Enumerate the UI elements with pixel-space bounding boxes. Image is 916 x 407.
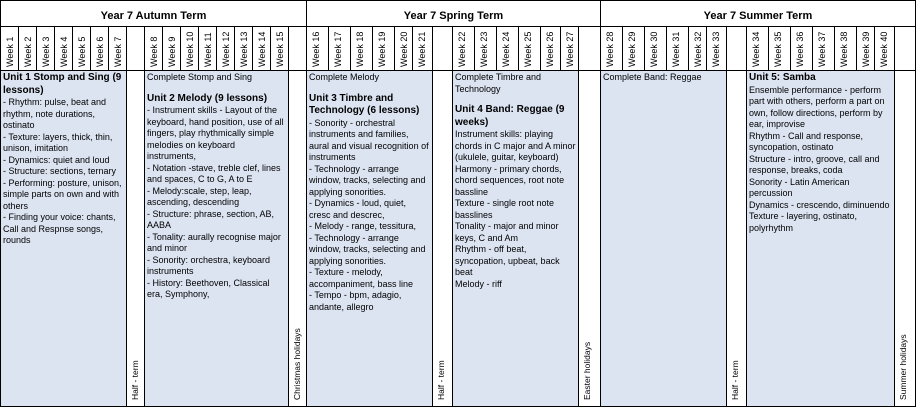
half-term-1-column (127, 71, 145, 407)
break-header-cell (127, 27, 145, 71)
week-header-cell (163, 27, 181, 71)
week-label: Week 33 (711, 31, 721, 67)
week-label: Week 32 (693, 31, 703, 67)
half-term-label: Half - term (436, 360, 446, 400)
week-label: Week 36 (795, 31, 805, 67)
week-header-cell (19, 27, 37, 71)
half-term-label: Half - term (130, 360, 140, 400)
week-label: Week 2 (23, 36, 33, 67)
week-header-cell (645, 27, 667, 71)
week-label: Week 38 (839, 31, 849, 67)
week-label: Week 6 (95, 36, 105, 67)
content-line: Structure - intro, groove, call and response, breaks, coda (749, 153, 880, 175)
week-header-cell (541, 27, 561, 71)
week-label: Week 29 (627, 31, 637, 67)
week-header-cell (145, 27, 163, 71)
week-label: Week 34 (751, 31, 761, 67)
content-line: Texture - single root note basslines (455, 198, 555, 220)
unit-heading: Unit 4 Band: Reggae (9 weeks) (455, 104, 565, 128)
week-label: Week 27 (565, 31, 575, 67)
content-line: Complete Stomp and Sing (147, 72, 253, 82)
week-label: Week 23 (479, 31, 489, 67)
week-label: Week 1 (5, 36, 15, 67)
week-header-cell (55, 27, 73, 71)
week-label: Week 14 (257, 31, 267, 67)
week-label: Week 4 (59, 36, 69, 67)
content-line: Texture - layering, ostinato, polyrhythm (749, 211, 858, 233)
week-label: Week 31 (671, 31, 681, 67)
content-line: Melody - riff (455, 278, 502, 289)
content-line: - Texture: layers, thick, thin, unison, imitation (3, 131, 113, 153)
week-label: Week 9 (167, 36, 177, 67)
week-label: Week 19 (377, 31, 387, 67)
week-label: Week 40 (879, 31, 889, 67)
week-header-cell (857, 27, 875, 71)
content-line: Ensemble performance - perform part with others, perform a part on own, follow directions, perform by ear, improvise (749, 84, 885, 129)
week-header-cell (623, 27, 645, 71)
week-label: Week 39 (861, 31, 871, 67)
week-label: Week 3 (41, 36, 51, 67)
content-line: Complete Band: Reggae (603, 72, 702, 82)
spacer (455, 95, 576, 104)
week-label: Week 18 (355, 31, 365, 67)
half-term-2-column (433, 71, 453, 407)
week-header-cell (37, 27, 55, 71)
week-label: Week 8 (149, 36, 159, 67)
week-label: Week 28 (605, 31, 615, 67)
content-line: Complete Melody (309, 72, 380, 82)
content-line: - Notation -stave, treble clef, lines and spaces, C to G, A to E (147, 162, 281, 184)
easter-holidays-column (579, 71, 601, 407)
week-label: Week 24 (501, 31, 511, 67)
week-label: Week 26 (545, 31, 555, 67)
week-label: Week 35 (773, 31, 783, 67)
week-header-cell (271, 27, 289, 71)
content-line: - Tempo - bpm, adagio, andante, allegro (309, 290, 402, 312)
week-header-cell (1, 27, 19, 71)
christmas-holidays-label: Christmas holidays (292, 328, 302, 400)
week-header-cell (413, 27, 433, 71)
week-label: Week 16 (311, 31, 321, 67)
complete-band-reggae (601, 71, 727, 407)
week-header-cell (707, 27, 727, 71)
week-header-cell (307, 27, 329, 71)
content-line: Tonality - major and minor keys, C and Am (455, 221, 559, 243)
content-line: - Sonority: orchestra, keyboard instruments (147, 254, 271, 276)
week-label: Week 10 (185, 31, 195, 67)
week-header-cell (835, 27, 857, 71)
week-header-cell (475, 27, 497, 71)
week-label: Week 15 (275, 31, 285, 67)
content-line: - Dynamics: quiet and loud (3, 154, 110, 165)
unit-3-timbre-and-technology (307, 71, 433, 407)
half-term-label: Half - term (730, 360, 740, 400)
content-line: - Melody:scale, step, leap, ascending, descending (147, 185, 252, 207)
christmas-holidays-column (289, 71, 307, 407)
content-line: - Performing: posture, unison, simple parts on own and with others (3, 177, 122, 211)
week-label: Week 7 (113, 36, 123, 67)
week-header-cell (351, 27, 373, 71)
week-header-cell (91, 27, 109, 71)
week-header-cell (199, 27, 217, 71)
content-line: - Sonority - orchestral instruments and families, aural and visual recognition of instruments (309, 117, 429, 162)
content-line: - History: Beethoven, Classical era, Symphony, (147, 277, 270, 299)
week-header-cell (791, 27, 813, 71)
week-header-cell (73, 27, 91, 71)
unit-heading: Unit 1 Stomp and Sing (9 lessons) (3, 72, 122, 96)
break-header-cell (895, 27, 916, 71)
content-line: - Structure: sections, ternary (3, 166, 117, 176)
week-header-cell (395, 27, 413, 71)
week-label: Week 5 (77, 36, 87, 67)
week-label: Week 12 (221, 31, 231, 67)
content-line: - Technology - arrange window, tracks, selecting and applying sonorities. (309, 163, 426, 197)
spacer (147, 84, 286, 93)
content-line: - Dynamics - loud, quiet, cresc and descrec, (309, 198, 407, 220)
week-label: Week 22 (457, 31, 467, 67)
unit-1-stomp-and-sing (1, 71, 127, 407)
break-header-cell (433, 27, 453, 71)
content-line: Dynamics - crescendo, diminuendo (749, 199, 890, 210)
week-header-cell (769, 27, 791, 71)
summer-holidays-column (895, 71, 916, 407)
content-line: - Rhythm: pulse, beat and rhythm, note durations, ostinato (3, 97, 107, 130)
week-header-cell (235, 27, 253, 71)
week-label: Week 11 (203, 32, 213, 67)
week-label: Week 17 (333, 31, 343, 67)
content-line: Rhythm - Call and response, syncopation, ostinato (749, 130, 864, 152)
week-header-cell (497, 27, 519, 71)
week-header-cell (561, 27, 579, 71)
week-header-cell (373, 27, 395, 71)
content-line: - Finding your voice: chants, Call and Respnse songs, rounds (3, 212, 116, 245)
half-term-3-column (727, 71, 747, 407)
content-line: Harmony - primary chords, chord sequences, root note bassline (455, 163, 565, 197)
week-header-cell (453, 27, 475, 71)
unit-heading: Unit 5: Samba (749, 72, 816, 83)
content-line: - Structure: phrase, section, AB, AABA (147, 208, 275, 230)
unit-2-melody (145, 71, 289, 407)
break-header-cell (289, 27, 307, 71)
week-label: Week 21 (417, 31, 427, 67)
spring-term-header: Year 7 Spring Term (307, 1, 601, 27)
easter-holidays-label: Easter holidays (582, 341, 592, 400)
break-header-cell (579, 27, 601, 71)
content-line: Complete Timbre and Technology (455, 72, 542, 94)
unit-4-band-reggae (453, 71, 579, 407)
week-header-cell (519, 27, 541, 71)
week-header-cell (601, 27, 623, 71)
content-line: - Texture - melody, accompaniment, bass line (309, 267, 414, 289)
summer-holidays-label: Summer holidays (898, 334, 908, 400)
week-label: Week 37 (817, 31, 827, 67)
week-header-cell (689, 27, 707, 71)
week-header-cell (667, 27, 689, 71)
unit-heading: Unit 2 Melody (9 lessons) (147, 92, 268, 104)
week-header-cell (109, 27, 127, 71)
week-label: Week 30 (649, 31, 659, 67)
summer-term-header: Year 7 Summer Term (601, 1, 916, 27)
week-header-cell (875, 27, 895, 71)
content-line: - Tonality: aurally recognise major and minor (147, 231, 281, 253)
content-line: - Technology - arrange window, tracks, selecting and applying sonorities. (309, 232, 426, 266)
week-header-cell (813, 27, 835, 71)
content-line: - Instrument skills - Layout of the keyboard, hand position, use of all fingers, play rhythmically simple melodies on keyboard instruments, (147, 105, 284, 161)
week-header-cell (181, 27, 199, 71)
unit-5-samba (747, 71, 895, 407)
week-header-cell (253, 27, 271, 71)
content-line: - Melody - range, tessitura, (309, 221, 417, 231)
week-header-cell (329, 27, 351, 71)
autumn-term-header: Year 7 Autumn Term (1, 1, 307, 27)
week-label: Week 25 (523, 31, 533, 67)
content-line: Rhythm - off beat, syncopation, upbeat, back beat (455, 244, 560, 277)
week-header-cell (217, 27, 235, 71)
week-label: Week 20 (399, 31, 409, 67)
content-line: Sonority - Latin American percussion (749, 176, 850, 198)
week-label: Week 13 (239, 31, 249, 67)
week-header-cell (747, 27, 769, 71)
content-line: Instrument skills: playing chords in C major and A minor (ukulele, guitar, keyboard) (455, 129, 576, 162)
spacer (309, 84, 430, 93)
break-header-cell (727, 27, 747, 71)
unit-heading: Unit 3 Timbre and Technology (6 lessons) (309, 92, 420, 116)
